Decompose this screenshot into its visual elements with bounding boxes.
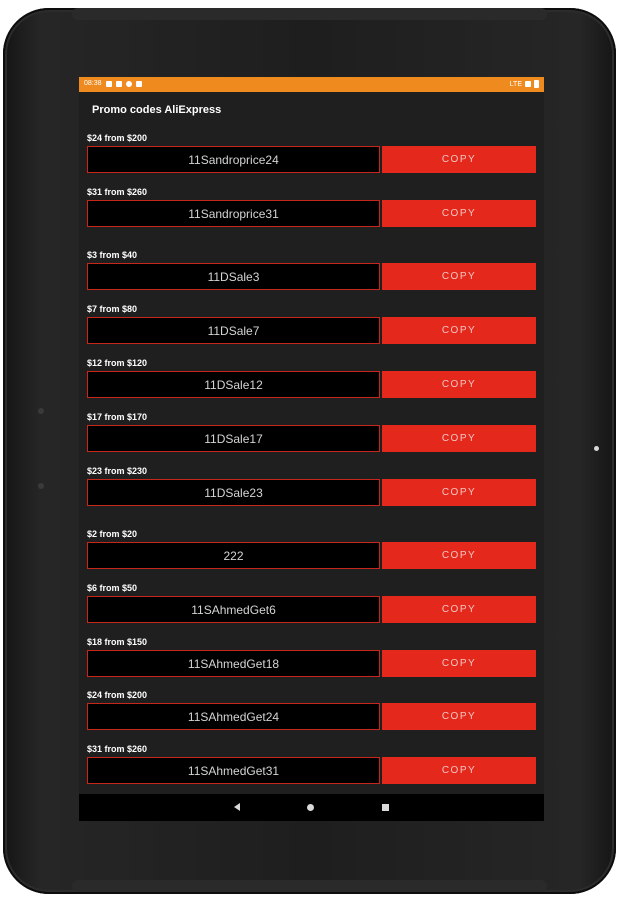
promo-item [87, 690, 536, 736]
promo-condition: $6 from $50 [87, 583, 138, 593]
promo-list [87, 77, 536, 821]
copy-button[interactable]: COPY [382, 425, 536, 452]
copy-button[interactable]: COPY [382, 200, 536, 227]
promo-item [87, 744, 536, 790]
promo-condition: $23 from $230 [87, 466, 148, 476]
promo-condition: $31 from $260 [87, 744, 148, 754]
promo-condition: $24 from $200 [87, 133, 148, 143]
promo-code[interactable]: 11DSale23 [87, 479, 380, 506]
promo-code[interactable]: 11Sandroprice31 [87, 200, 380, 227]
screen [79, 77, 544, 821]
copy-button[interactable]: COPY [382, 146, 536, 173]
promo-code[interactable]: 11DSale17 [87, 425, 380, 452]
app-title: Promo codes AliExpress [92, 104, 222, 116]
promo-condition: $2 from $20 [87, 529, 138, 539]
promo-item [87, 412, 536, 458]
promo-item [87, 304, 536, 350]
promo-item [87, 466, 536, 512]
promo-item [87, 250, 536, 296]
promo-item [87, 529, 536, 575]
tablet-top-edge [72, 8, 547, 20]
promo-code[interactable]: 11SAhmedGet18 [87, 650, 380, 677]
home-icon[interactable] [307, 804, 314, 811]
promo-code[interactable]: 11SAhmedGet6 [87, 596, 380, 623]
tablet-bottom-edge [72, 880, 547, 892]
copy-button[interactable]: COPY [382, 263, 536, 290]
copy-button[interactable]: COPY [382, 542, 536, 569]
back-icon[interactable] [234, 803, 240, 811]
copy-button[interactable]: COPY [382, 317, 536, 344]
promo-code[interactable]: 222 [87, 542, 380, 569]
copy-button[interactable]: COPY [382, 596, 536, 623]
promo-code[interactable]: 11DSale12 [87, 371, 380, 398]
promo-condition: $24 from $200 [87, 690, 148, 700]
front-camera [594, 446, 599, 451]
promo-condition: $3 from $40 [87, 250, 138, 260]
promo-item [87, 133, 536, 179]
promo-item [87, 358, 536, 404]
promo-code[interactable]: 11DSale3 [87, 263, 380, 290]
copy-button[interactable]: COPY [382, 479, 536, 506]
network-type: LTE [509, 80, 522, 88]
promo-item [87, 637, 536, 683]
side-sensor-top [38, 408, 44, 414]
promo-condition: $31 from $260 [87, 187, 148, 197]
promo-code[interactable]: 11DSale7 [87, 317, 380, 344]
status-time: 08:38 [84, 80, 102, 87]
side-sensor-bottom [38, 483, 44, 489]
promo-condition: $17 from $170 [87, 412, 148, 422]
copy-button[interactable]: COPY [382, 757, 536, 784]
navigation-bar [79, 794, 544, 821]
recents-icon[interactable] [382, 804, 389, 811]
promo-code[interactable]: 11SAhmedGet24 [87, 703, 380, 730]
promo-code[interactable]: 11SAhmedGet31 [87, 757, 380, 784]
promo-condition: $12 from $120 [87, 358, 148, 368]
promo-condition: $7 from $80 [87, 304, 138, 314]
promo-item [87, 583, 536, 629]
promo-code[interactable]: 11Sandroprice24 [87, 146, 380, 173]
copy-button[interactable]: COPY [382, 371, 536, 398]
promo-item [87, 187, 536, 233]
promo-condition: $18 from $150 [87, 637, 148, 647]
copy-button[interactable]: COPY [382, 650, 536, 677]
copy-button[interactable]: COPY [382, 703, 536, 730]
